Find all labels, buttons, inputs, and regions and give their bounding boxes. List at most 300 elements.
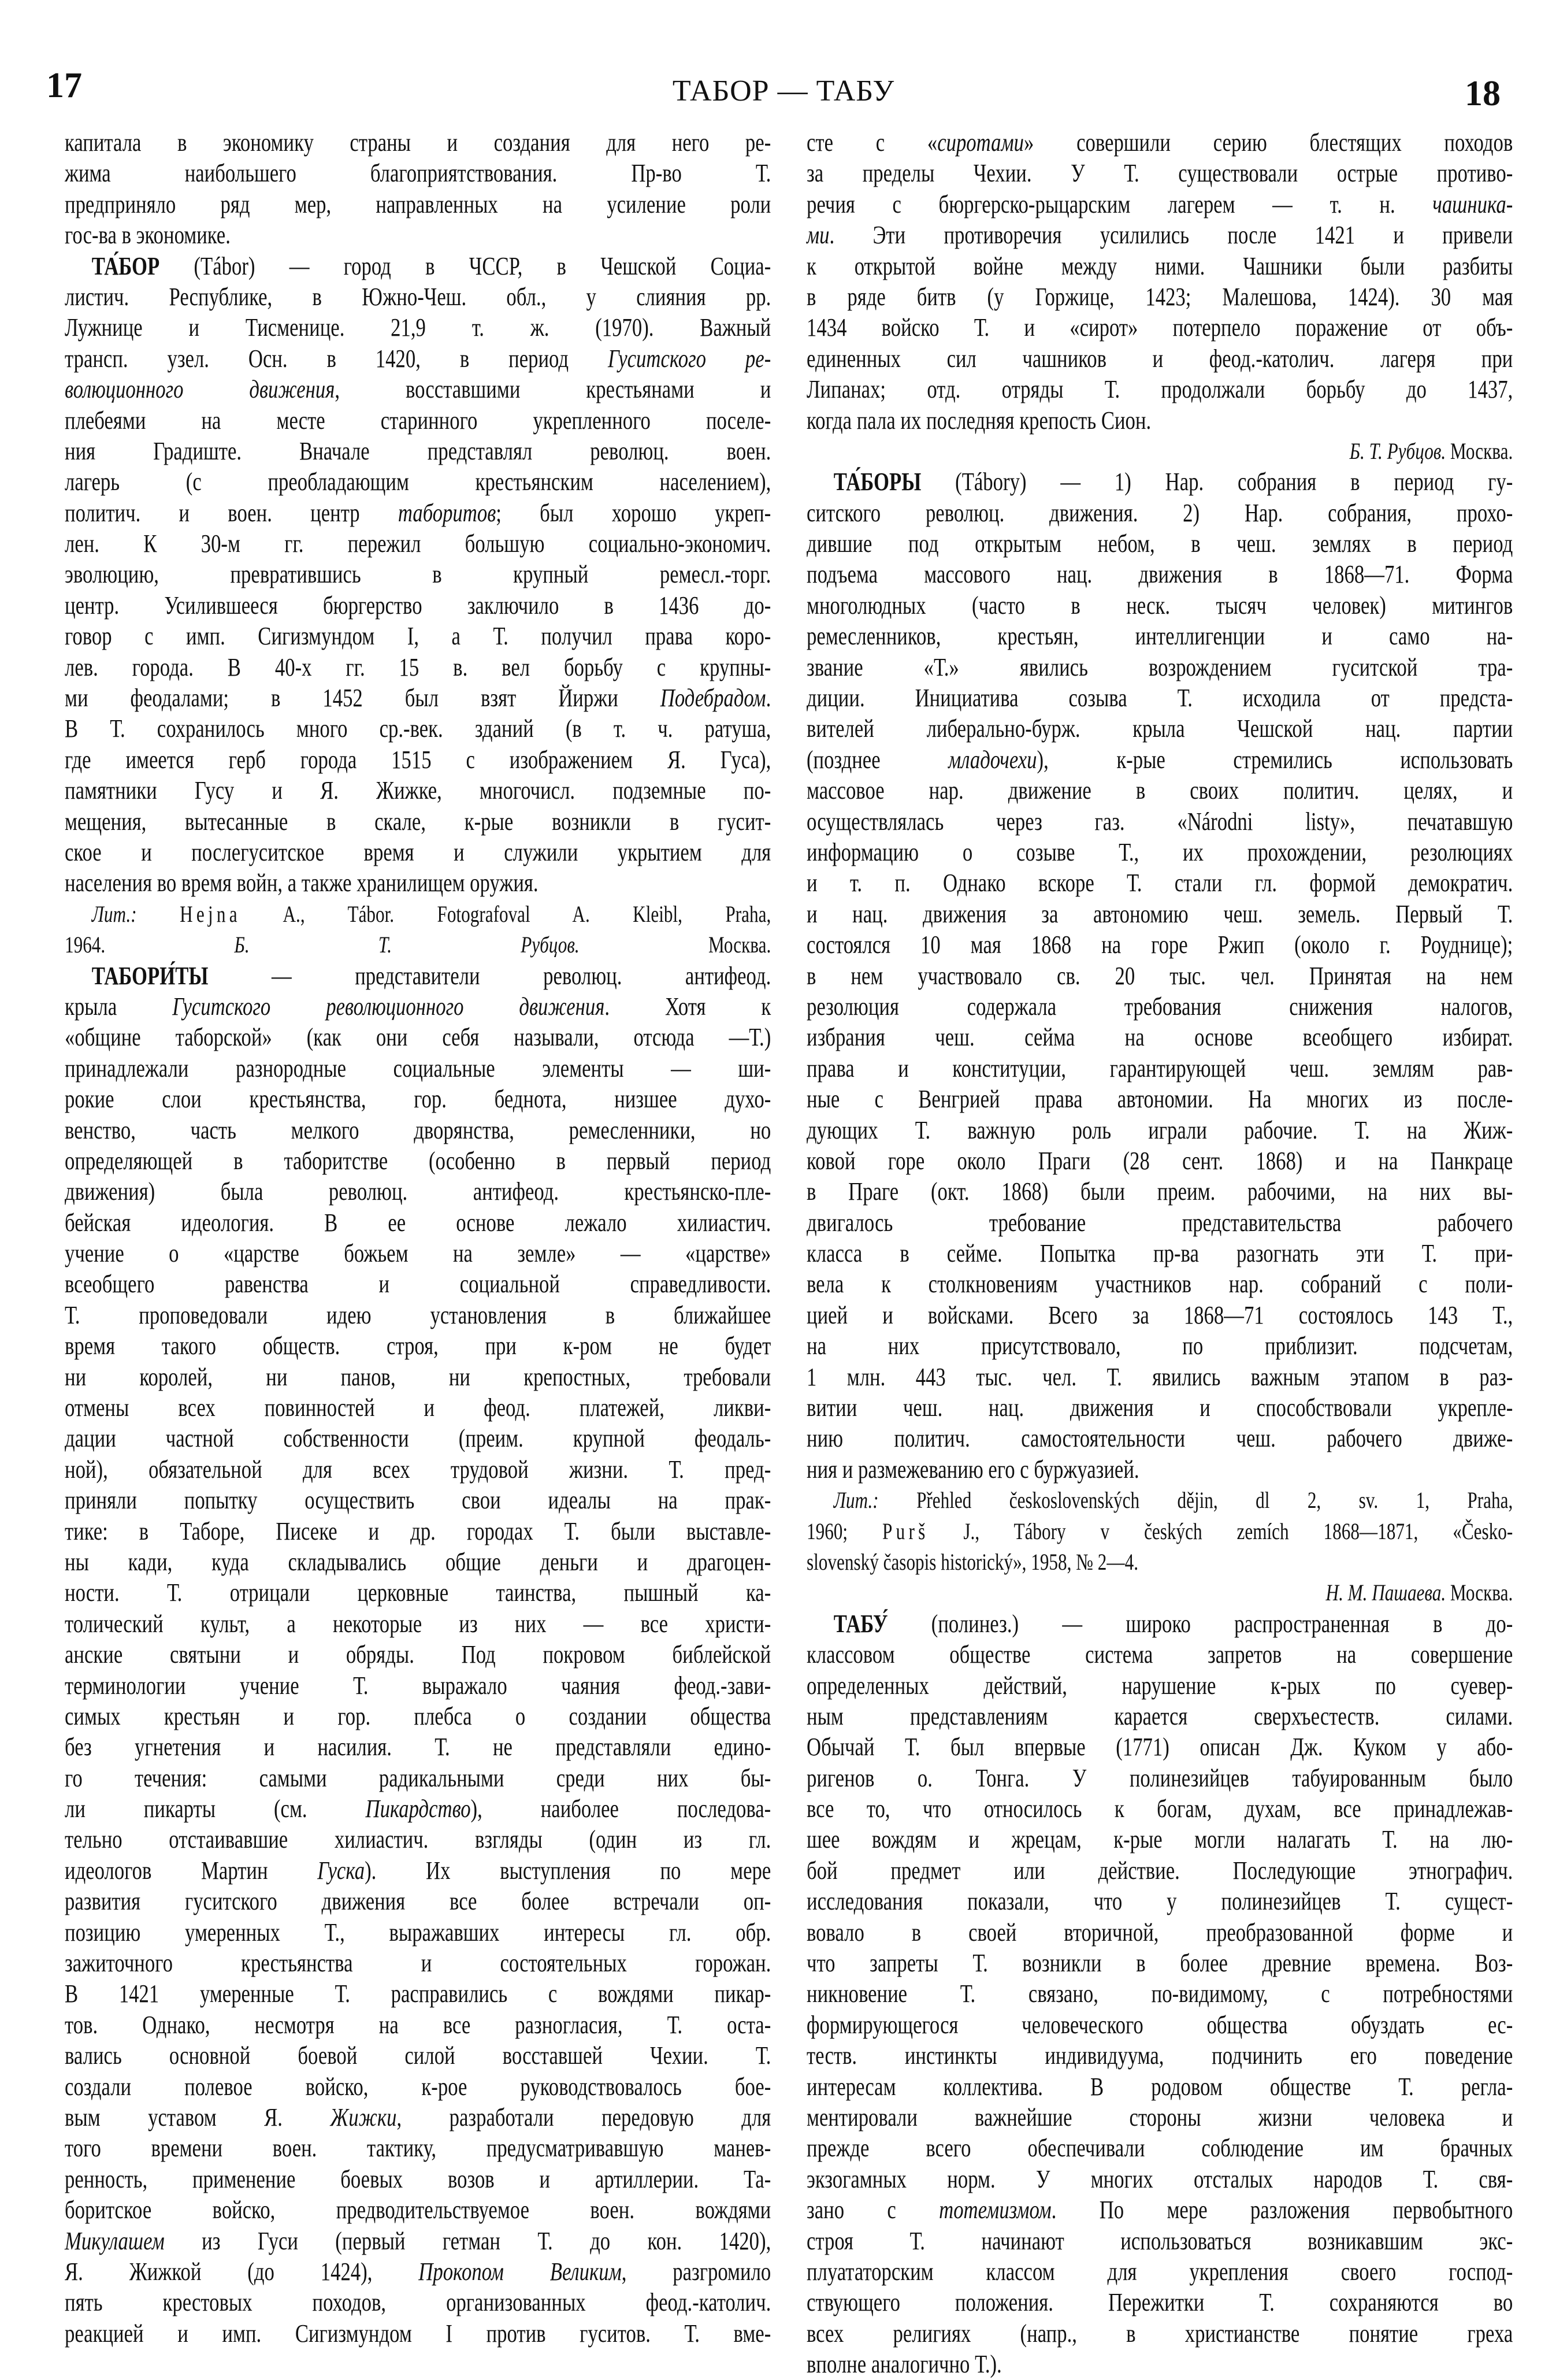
text-segment: , разгромило bbox=[621, 2256, 771, 2286]
text-segment: Москва. bbox=[1446, 438, 1513, 464]
text-line bbox=[65, 1793, 771, 1824]
italic-term: Пикардство bbox=[365, 1794, 471, 1823]
text-segment: ментировали важнейшие стороны жизни человека и bbox=[807, 2103, 1513, 2131]
text-line bbox=[807, 1084, 1513, 1114]
text-segment: Я. Жижкой (до 1424), bbox=[65, 2256, 419, 2286]
text-line bbox=[65, 1917, 771, 1948]
text-line bbox=[65, 683, 771, 713]
text-line bbox=[65, 1423, 771, 1454]
text-segment: дившие под открытым небом, в чеш. землях в период bbox=[807, 529, 1513, 558]
text-segment: витии чеш. нац. движения и способствовали укрепле- bbox=[807, 1393, 1513, 1422]
text-segment: ситского революц. движения. 2) Нар. собрания, прохо- bbox=[807, 498, 1513, 527]
text-line bbox=[65, 1948, 771, 1978]
text-segment: реакцией и имп. Сигизмундом I против гуситов. Т. вме- bbox=[65, 2318, 771, 2348]
text-segment: жима наибольшего благоприятствования. Пр-во Т. bbox=[65, 158, 771, 188]
text-segment: толический культ, а некоторые из них — все христи- bbox=[65, 1608, 771, 1638]
text-line bbox=[65, 312, 771, 343]
text-segment: рокие слои крестьянства, гор. беднота, низшее духо- bbox=[65, 1084, 771, 1114]
text-segment: отмены всех повинностей и феод. платежей, ликви- bbox=[65, 1393, 771, 1422]
text-line bbox=[65, 1115, 771, 1145]
text-line bbox=[807, 1300, 1513, 1330]
text-segment: диции. Инициатива созыва Т. исходила от предста- bbox=[807, 683, 1513, 713]
text-line bbox=[65, 405, 771, 436]
text-line bbox=[65, 127, 771, 158]
text-segment: ной), обязательной для всех трудовой жизни. Т. пред- bbox=[65, 1454, 771, 1484]
text-segment: трансп. узел. Осн. в 1420, в период bbox=[65, 343, 608, 373]
text-line bbox=[807, 1485, 1513, 1515]
text-line bbox=[65, 343, 771, 374]
text-segment: бой предмет или действие. Последующие этнографич. bbox=[807, 1855, 1513, 1885]
text-segment: в Праге (окт. 1868) были преим. рабочими, на них вы- bbox=[807, 1177, 1513, 1206]
text-segment: идеологов Мартин bbox=[65, 1855, 318, 1885]
text-segment: когда пала их последняя крепость Сион. bbox=[807, 405, 1152, 435]
text-segment: (Tábor) — город в ЧССР, в Чешской Социа- bbox=[159, 251, 771, 280]
text-line bbox=[807, 1917, 1513, 1948]
text-line bbox=[807, 2194, 1513, 2225]
text-segment: «общине таборской» (как они себя называли, отсюда —Т.) bbox=[65, 1022, 771, 1052]
text-segment: учение о «царстве божьем на земле» — «царстве» bbox=[65, 1239, 771, 1268]
italic-term: Гуситского ре- bbox=[607, 343, 771, 373]
text-segment: зано с bbox=[807, 2195, 940, 2225]
text-segment: лен. К 30-м гг. пережил большую социально-экономич. bbox=[65, 529, 771, 558]
text-line bbox=[807, 1948, 1513, 1978]
italic-term: Прокопом Великим bbox=[418, 2256, 622, 2286]
text-segment: Т. проповедовали идею установления в ближайшее bbox=[65, 1300, 771, 1329]
column-right bbox=[807, 127, 1513, 2380]
text-segment: строя Т. начинают использоваться возникавшим экс- bbox=[807, 2226, 1513, 2255]
italic-term: Б. Т. Рубцов. bbox=[1349, 438, 1446, 464]
text-line bbox=[807, 621, 1513, 651]
text-segment: политич. и воен. центр bbox=[65, 498, 398, 527]
text-segment: в ряде битв (у Горжице, 1423; Малешова, 1424). 30 мая bbox=[807, 281, 1513, 311]
italic-term: волюционного движения bbox=[65, 375, 335, 404]
text-segment: Лужнице и Тисменице. 21,9 т. ж. (1970). Важный bbox=[65, 313, 771, 342]
text-line bbox=[65, 466, 771, 497]
text-segment: центр. Усилившееся бюргерство заключило в 1436 до- bbox=[65, 590, 771, 620]
text-line bbox=[807, 2226, 1513, 2256]
italic-term: Гуситского революционного движения bbox=[172, 991, 605, 1021]
text-segment: избрания чеш. сейма на основе всеобщего избират. bbox=[807, 1022, 1513, 1052]
italic-term: сиротами bbox=[937, 128, 1024, 157]
text-segment: Přehled československých dějin, dl 2, sv. 1, Praha, bbox=[878, 1487, 1513, 1514]
text-line bbox=[65, 1053, 771, 1084]
text-line bbox=[807, 1886, 1513, 1916]
text-segment bbox=[137, 901, 180, 927]
text-line bbox=[65, 528, 771, 559]
text-line bbox=[807, 1639, 1513, 1670]
text-segment: листич. Республике, в Южно-Чеш. обл., у слияния рр. bbox=[65, 281, 771, 311]
text-line bbox=[807, 929, 1513, 960]
text-line bbox=[807, 1608, 1513, 1639]
text-line bbox=[807, 498, 1513, 528]
text-segment: состоялся 10 мая 1868 на горе Ржип (около г. Роуднице); bbox=[807, 930, 1513, 959]
text-line bbox=[807, 1145, 1513, 1176]
text-line bbox=[807, 127, 1513, 158]
text-line bbox=[807, 343, 1513, 374]
text-line bbox=[65, 1392, 771, 1423]
text-line bbox=[65, 744, 771, 775]
text-segment: Обычай Т. был впервые (1771) описан Дж. Куком у або- bbox=[807, 1732, 1513, 1762]
text-line bbox=[65, 837, 771, 868]
text-line bbox=[65, 961, 771, 991]
text-segment: 1960; bbox=[807, 1518, 883, 1544]
text-line bbox=[807, 1577, 1513, 1608]
text-segment: многолюдных (часто в неск. тысяч человек) митингов bbox=[807, 590, 1513, 620]
text-line bbox=[807, 1824, 1513, 1855]
text-line bbox=[65, 1362, 771, 1392]
text-segment: J., Tábory v českých zemích 1868—1871, «Česko- bbox=[929, 1518, 1513, 1544]
text-segment: венство, часть мелкого дворянства, ремесленники, но bbox=[65, 1115, 771, 1144]
text-line bbox=[807, 961, 1513, 991]
text-segment: классовом обществе система запретов на совершение bbox=[807, 1640, 1513, 1669]
text-line bbox=[807, 1330, 1513, 1361]
text-segment: двигалось требование представительства рабочего bbox=[807, 1207, 1513, 1237]
italic-term: Жижки bbox=[330, 2103, 397, 2131]
text-segment: плуататорским классом для укрепления своего господ- bbox=[807, 2256, 1513, 2286]
italic-term: таборитов bbox=[398, 498, 496, 527]
text-line bbox=[807, 251, 1513, 281]
text-line bbox=[65, 652, 771, 683]
text-segment: звание «Т.» явились возрождением гуситской тра- bbox=[807, 652, 1513, 681]
text-segment: и т. п. Однако вскоре Т. стали гл. формой демократич. bbox=[807, 868, 1513, 898]
text-line bbox=[807, 1732, 1513, 1762]
text-line bbox=[65, 1269, 771, 1299]
text-line bbox=[65, 2133, 771, 2163]
text-line bbox=[65, 806, 771, 837]
text-segment: вались основной боевой силой восставшей Чехии. Т. bbox=[65, 2041, 771, 2070]
text-line bbox=[65, 2102, 771, 2133]
text-line bbox=[65, 1855, 771, 1886]
text-segment: плебеями на месте старинного укрепленного поселе- bbox=[65, 405, 771, 435]
text-segment: ния и размежеванию его с буржуазией. bbox=[807, 1454, 1139, 1484]
text-segment: крыла bbox=[65, 991, 173, 1021]
text-segment: ния Градиште. Вначале представлял революц. воен. bbox=[65, 436, 771, 465]
text-segment: памятники Гусу и Я. Жижке, многочисл. подземные по- bbox=[65, 776, 771, 805]
text-line bbox=[65, 1978, 771, 2009]
text-segment: мещения, вытесанные в скале, к-рые возникли в гусит- bbox=[65, 806, 771, 836]
text-segment: ности. Т. отрицали церковные таинства, пышный ка- bbox=[65, 1578, 771, 1607]
text-line bbox=[807, 2287, 1513, 2318]
text-segment: что запреты Т. возникли в более древние времена. Воз- bbox=[807, 1948, 1513, 1978]
text-line bbox=[807, 1115, 1513, 1145]
text-segment: из Гуси (первый гетман Т. до кон. 1420), bbox=[164, 2226, 771, 2255]
text-line bbox=[807, 683, 1513, 713]
text-line bbox=[65, 1608, 771, 1639]
text-line bbox=[807, 806, 1513, 837]
text-segment: ные с Венгрией права автономии. На многих из после- bbox=[807, 1084, 1513, 1114]
text-segment: пять крестовых походов, организованных феод.-католич. bbox=[65, 2288, 771, 2317]
text-segment: ). Их выступления по мере bbox=[365, 1855, 771, 1885]
text-segment: ское и послегуситское время и служили укрытием для bbox=[65, 837, 771, 866]
text-segment: вполне аналогично Т.). bbox=[807, 2349, 1002, 2379]
text-line bbox=[65, 281, 771, 312]
text-segment: в нем участвовало св. 20 тыс. чел. Принятая на нем bbox=[807, 961, 1513, 990]
text-line bbox=[807, 2102, 1513, 2133]
text-line bbox=[807, 405, 1513, 436]
text-segment: . Хотя к bbox=[604, 991, 771, 1021]
text-line bbox=[65, 1639, 771, 1670]
text-segment: позицию умеренных Т., выражавших интересы гл. обр. bbox=[65, 1917, 771, 1947]
text-line bbox=[65, 1022, 771, 1052]
text-segment: подъема массового нац. движения в 1868—71. Форма bbox=[807, 559, 1513, 589]
text-line bbox=[807, 281, 1513, 312]
text-segment: шее вождям и жрецам, к-рые могли налагать Т. на лю- bbox=[807, 1825, 1513, 1854]
page-number-left: 17 bbox=[46, 66, 82, 105]
text-line bbox=[807, 1763, 1513, 1793]
text-line bbox=[807, 1516, 1513, 1547]
italic-term: Б. Т. Рубцов. bbox=[234, 932, 580, 958]
text-segment: предприняло ряд мер, направленных на усиление роли bbox=[65, 189, 771, 218]
text-segment: A., Tábor. Fotografoval A. Kleibl, Praha, bbox=[240, 900, 771, 927]
text-segment: экзогамных норм. У многих отсталых народов Т. свя- bbox=[807, 2164, 1513, 2193]
italic-term: Лит.: bbox=[833, 1487, 879, 1514]
text-segment: права и конституции, гарантирующей чеш. землям рав- bbox=[807, 1053, 1513, 1083]
entry-headword: ТА́БОРЫ bbox=[833, 467, 922, 496]
text-segment: (позднее bbox=[807, 744, 949, 774]
running-title: ТАБОР — ТАБУ bbox=[672, 75, 895, 107]
text-line bbox=[65, 1886, 771, 1916]
text-line bbox=[65, 868, 771, 898]
text-segment: развития гуситского движения все более встречали оп- bbox=[65, 1886, 771, 1916]
text-line bbox=[65, 1670, 771, 1701]
text-segment: . bbox=[766, 683, 771, 713]
text-line bbox=[65, 220, 771, 250]
text-line bbox=[807, 1362, 1513, 1392]
text-line bbox=[65, 1516, 771, 1547]
text-segment: терминологии учение Т. выражало чаяния феод.-зави- bbox=[65, 1670, 771, 1700]
text-line bbox=[807, 1269, 1513, 1299]
text-line bbox=[807, 899, 1513, 929]
text-segment: лев. города. В 40-х гг. 15 в. вел борьбу с крупны- bbox=[65, 652, 771, 681]
text-segment: » совершили серию блестящих походов bbox=[1024, 128, 1513, 157]
text-line bbox=[65, 2226, 771, 2256]
text-line bbox=[65, 158, 771, 188]
text-segment: боритское войско, предводительствуемое воен. вождями bbox=[65, 2195, 771, 2225]
text-line bbox=[65, 1238, 771, 1269]
text-segment: определенных действий, нарушение к-рых по суевер- bbox=[807, 1670, 1513, 1700]
text-line bbox=[65, 590, 771, 621]
text-line bbox=[65, 374, 771, 405]
text-line bbox=[65, 1547, 771, 1577]
italic-term: Подебрадом bbox=[660, 683, 766, 713]
text-segment: массовое нар. движение в своих политич. целях, и bbox=[807, 776, 1513, 805]
text-line bbox=[807, 1022, 1513, 1052]
text-line bbox=[65, 1330, 771, 1361]
text-line bbox=[65, 621, 771, 651]
text-line bbox=[807, 744, 1513, 775]
text-segment: говор с имп. Сигизмундом I, а Т. получил права коро- bbox=[65, 621, 771, 651]
text-segment: к открытой войне между ними. Чашники были разбиты bbox=[807, 251, 1513, 280]
text-segment: без угнетения и насилия. Т. не представляли едино- bbox=[65, 1732, 771, 1762]
text-segment: приняли попытку осуществить свои идеалы на прак- bbox=[65, 1485, 771, 1515]
text-segment: Purš bbox=[882, 1518, 929, 1544]
text-segment: ), наиболее последова- bbox=[470, 1794, 771, 1823]
text-line bbox=[65, 775, 771, 806]
text-line bbox=[65, 1577, 771, 1608]
text-line bbox=[807, 837, 1513, 868]
text-line bbox=[807, 1392, 1513, 1423]
text-segment: вовало в своей вторичной, преобразованной форме и bbox=[807, 1917, 1513, 1947]
text-segment: формирующегося человеческого общества обуздать ес- bbox=[807, 2010, 1513, 2039]
text-segment: анские святыни и обряды. Под покровом библейской bbox=[65, 1640, 771, 1669]
text-segment: ны кади, куда складывались общие деньги и драгоцен- bbox=[65, 1547, 771, 1576]
text-line bbox=[65, 713, 771, 744]
column-left bbox=[65, 127, 771, 2349]
italic-term: Н. М. Пашаева. bbox=[1325, 1580, 1446, 1606]
text-line bbox=[807, 713, 1513, 744]
text-segment: исследования показали, что у полинезийцев Т. сущест- bbox=[807, 1886, 1513, 1916]
text-segment: (Tábory) — 1) Нар. собрания в период гу- bbox=[921, 467, 1513, 496]
text-segment: на них присутствовало, по приблизит. подсчетам, bbox=[807, 1331, 1513, 1360]
text-line bbox=[807, 2071, 1513, 2102]
text-segment: бейская идеология. В ее основе лежало хилиастич. bbox=[65, 1207, 771, 1237]
italic-term: Гуска bbox=[317, 1855, 365, 1885]
text-line bbox=[65, 2040, 771, 2071]
text-line bbox=[807, 2256, 1513, 2287]
text-line bbox=[807, 775, 1513, 806]
text-line bbox=[807, 374, 1513, 405]
text-segment: цией и войсками. Всего за 1868—71 состоялось 143 Т., bbox=[807, 1300, 1513, 1329]
text-line bbox=[807, 2164, 1513, 2194]
text-line bbox=[807, 158, 1513, 188]
text-line bbox=[807, 528, 1513, 559]
text-line bbox=[807, 559, 1513, 590]
text-line bbox=[65, 2256, 771, 2287]
text-segment: ствующего положения. Пережитки Т. сохраняются во bbox=[807, 2288, 1513, 2317]
text-segment: определяющей в таборитстве (особенно в первый период bbox=[65, 1145, 771, 1175]
text-line bbox=[65, 498, 771, 528]
text-segment: населения во время войн, а также хранилищем оружия. bbox=[65, 868, 539, 898]
text-segment: принадлежали разнородные социальные элементы — ши- bbox=[65, 1053, 771, 1083]
text-line bbox=[807, 1207, 1513, 1238]
text-line bbox=[807, 991, 1513, 1022]
text-line bbox=[807, 189, 1513, 220]
text-line bbox=[807, 1793, 1513, 1824]
text-line bbox=[807, 2349, 1513, 2379]
text-segment: и нац. движения за автономию чеш. земель. Первый Т. bbox=[807, 899, 1513, 928]
text-line bbox=[65, 436, 771, 466]
text-segment: где имеется герб города 1515 с изображением Я. Гуса), bbox=[65, 744, 771, 774]
text-segment: го течения: самыми радикальными среди них бы- bbox=[65, 1763, 771, 1792]
text-segment: зажиточного крестьянства и состоятельных горожан. bbox=[65, 1948, 771, 1978]
text-segment: Hejna bbox=[180, 900, 241, 927]
text-segment: всеобщего равенства и социальной справедливости. bbox=[65, 1269, 771, 1299]
text-segment: речия с бюргерско-рыцарским лагерем — т. н. bbox=[807, 189, 1433, 218]
italic-term: тотемизмом bbox=[939, 2195, 1052, 2225]
text-segment: создали полевое войско, к-рое руководствовалось бое- bbox=[65, 2071, 771, 2101]
text-line bbox=[807, 1547, 1513, 1577]
text-line bbox=[65, 1300, 771, 1330]
text-segment: . Эти противоречия усилились после 1421 и привели bbox=[829, 220, 1513, 250]
text-segment: Москва. bbox=[1446, 1580, 1513, 1606]
text-segment: Москва. bbox=[579, 932, 771, 958]
text-segment: сте с « bbox=[807, 128, 938, 157]
italic-term: ми bbox=[807, 220, 830, 250]
text-segment: всех религиях (напр., в христианстве понятие греха bbox=[807, 2318, 1513, 2348]
text-segment: 1964. bbox=[65, 932, 106, 958]
text-segment: тельно отстаивавшие хилиастич. взгляды (один из гл. bbox=[65, 1825, 771, 1854]
text-line bbox=[65, 1732, 771, 1762]
text-segment: осуществлялась через газ. «Národni listy», печатавшую bbox=[807, 806, 1513, 836]
text-line bbox=[65, 1454, 771, 1485]
italic-term: чашника- bbox=[1432, 189, 1513, 218]
text-segment: лагерь (с преобладающим крестьянским населением), bbox=[65, 467, 771, 496]
text-line bbox=[807, 1454, 1513, 1485]
text-line bbox=[65, 2010, 771, 2040]
text-segment: движения) была революц. антифеод. крестьянско-пле- bbox=[65, 1177, 771, 1206]
text-segment: . По мере разложения первобытного bbox=[1051, 2195, 1513, 2225]
text-segment: прежде всего обеспечивали соблюдение им брачных bbox=[807, 2133, 1513, 2163]
text-segment: эволюцию, превратившись в крупный ремесл.-торг. bbox=[65, 559, 771, 589]
page-number-right: 18 bbox=[1465, 74, 1501, 113]
text-segment: ным представлениям карается сверхъестеств. силами. bbox=[807, 1701, 1513, 1730]
text-line bbox=[65, 1207, 771, 1238]
text-segment: за пределы Чехии. У Т. существовали острые противо- bbox=[807, 158, 1513, 188]
text-segment: вела к столкновениям участников нар. собраний с поли- bbox=[807, 1269, 1513, 1299]
text-segment: В 1421 умеренные Т. расправились с вождями пикар- bbox=[65, 1979, 771, 2008]
text-segment: единенных сил чашников и феод.-католич. лагеря при bbox=[807, 343, 1513, 373]
text-segment: все то, что относилось к богам, духам, все принадлежав- bbox=[807, 1794, 1513, 1823]
text-line bbox=[807, 1176, 1513, 1207]
italic-term: младочехи bbox=[948, 744, 1037, 774]
text-segment: интересам коллектива. В родовом обществе Т. регла- bbox=[807, 2071, 1513, 2101]
text-line bbox=[65, 2287, 771, 2318]
text-segment: время такого обществ. строя, при к-ром не будет bbox=[65, 1331, 771, 1360]
text-line bbox=[65, 1145, 771, 1176]
text-line bbox=[65, 899, 771, 929]
text-segment: дации частной собственности (преим. крупной феодаль- bbox=[65, 1423, 771, 1453]
text-segment: дующих Т. важную роль играли рабочие. Т. на Жиж- bbox=[807, 1115, 1513, 1144]
text-line bbox=[807, 2010, 1513, 2040]
text-line bbox=[807, 466, 1513, 497]
text-line bbox=[65, 1824, 771, 1855]
text-line bbox=[65, 2318, 771, 2349]
text-segment: , разработали передовую для bbox=[396, 2103, 771, 2131]
text-line bbox=[807, 1855, 1513, 1886]
text-segment: ремесленников, крестьян, интеллигенции и само на- bbox=[807, 621, 1513, 651]
text-segment: тов. Однако, несмотря на все разногласия, Т. оста- bbox=[65, 2010, 771, 2039]
text-line bbox=[807, 1053, 1513, 1084]
italic-term: Микулашем bbox=[65, 2226, 165, 2255]
text-segment: класса в сейме. Попытка пр-ва разогнать эти Т. при- bbox=[807, 1239, 1513, 1268]
text-line bbox=[65, 2194, 771, 2225]
text-line bbox=[65, 251, 771, 281]
text-segment bbox=[105, 932, 234, 958]
text-segment: тике: в Таборе, Писеке и др. городах Т. были выставле- bbox=[65, 1516, 771, 1545]
text-line bbox=[807, 1423, 1513, 1454]
text-line bbox=[65, 1701, 771, 1732]
text-line bbox=[807, 1978, 1513, 2009]
text-segment: информацию о созыве Т., их прохождении, резолюциях bbox=[807, 837, 1513, 866]
entry-headword: ТА́БОР bbox=[91, 251, 160, 280]
text-segment: ни королей, ни панов, ни крепостных, требовали bbox=[65, 1362, 771, 1391]
text-segment: вителей либерально-бурж. крыла Чешской нац. партии bbox=[807, 714, 1513, 743]
text-segment: нию политич. самостоятельности чеш. рабочего движе- bbox=[807, 1423, 1513, 1453]
text-line bbox=[65, 1176, 771, 1207]
text-line bbox=[65, 559, 771, 590]
text-segment: теств. инстинкты индивидуума, подчинить его поведение bbox=[807, 2041, 1513, 2070]
text-line bbox=[65, 991, 771, 1022]
text-line bbox=[65, 2071, 771, 2102]
text-segment: симых крестьян и гор. плебса о создании общества bbox=[65, 1701, 771, 1730]
text-segment: slovenský časopis historický», 1958, № 2—4. bbox=[807, 1548, 1139, 1575]
text-segment: капитала в экономику страны и создания для него ре- bbox=[65, 128, 771, 157]
text-segment: того времени воен. тактику, предусматривавшую манев- bbox=[65, 2133, 771, 2163]
text-segment: Липанах; отд. отряды Т. продолжали борьбу до 1437, bbox=[807, 375, 1513, 404]
text-segment: ; был хорошо укреп- bbox=[496, 498, 771, 527]
text-segment: ми феодалами; в 1452 был взят Йиржи bbox=[65, 683, 660, 713]
text-segment: резолюция содержала требования снижения налогов, bbox=[807, 991, 1513, 1021]
